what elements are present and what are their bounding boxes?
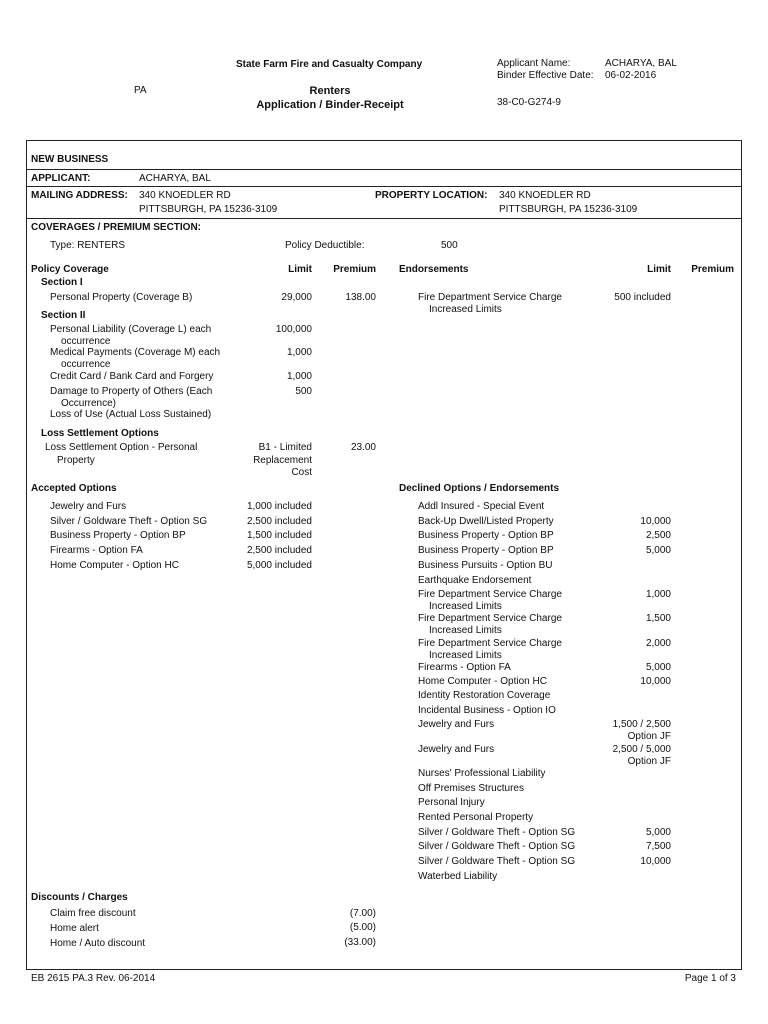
coverage-name: Loss of Use (Actual Loss Sustained) [50,409,212,420]
declined-option-name-cont: Increased Limits [429,601,502,612]
declined-option-name-cont: Increased Limits [429,650,502,661]
declined-option-name: Nurses' Professional Liability [418,768,546,779]
declined-option-limit: 2,000 [645,638,671,649]
applicant-value: ACHARYA, BAL [139,173,211,184]
col-limit: Limit [288,264,312,275]
declined-option-name: Incidental Business - Option IO [418,705,556,716]
deductible-label: Policy Deductible: [285,240,365,251]
col-premium: Premium [333,264,376,275]
accepted-option-limit: 2,500 included [246,545,312,556]
declined-option-limit: 1,000 [645,589,671,600]
accepted-option-name: Firearms - Option FA [50,545,143,556]
declined-option-limit: 5,000 [645,827,671,838]
coverage-premium: 138.00 [345,292,376,303]
section-1-heading: Section I [41,277,83,288]
coverage-name: Personal Liability (Coverage L) each [50,324,212,335]
discount-amount: (7.00) [349,908,376,919]
declined-option-name: Rented Personal Property [418,812,534,823]
endorsement-name: Fire Department Service Charge [418,292,562,303]
col-policy-coverage: Policy Coverage [31,264,109,275]
coverage-name: Personal Property (Coverage B) [50,292,193,303]
declined-option-limit-cont: Option JF [627,756,671,767]
coverage-name-cont: Occurrence) [61,398,117,409]
form-id: EB 2615 PA.3 Rev. 06-2014 [31,973,156,984]
state-code: PA [134,85,147,96]
policy-number: 38-C0-G274-9 [497,97,561,108]
discount-amount: (5.00) [349,922,376,933]
loss-settlement-premium: 23.00 [350,442,376,453]
discount-name: Claim free discount [50,908,136,919]
coverage-limit: 100,000 [275,324,312,335]
mailing-address-line2: PITTSBURGH, PA 15236-3109 [139,204,278,215]
accepted-option-name: Home Computer - Option HC [50,560,179,571]
accepted-option-name: Jewelry and Furs [50,501,127,512]
business-type: NEW BUSINESS [31,154,109,165]
endorsement-limit: 500 included [614,292,671,303]
coverage-limit: 1,000 [286,371,312,382]
declined-option-limit: 10,000 [640,676,671,687]
declined-option-limit: 5,000 [645,545,671,556]
declined-option-limit: 2,500 / 5,000 [612,744,671,755]
declined-option-limit: 5,000 [645,662,671,673]
declined-options-heading: Declined Options / Endorsements [399,483,560,494]
divider [26,186,742,187]
declined-option-name: Business Pursuits - Option BU [418,560,553,571]
declined-option-name: Fire Department Service Charge [418,638,562,649]
coverage-name-cont: occurrence [61,359,111,370]
accepted-option-limit: 5,000 included [246,560,312,571]
accepted-option-name: Silver / Goldware Theft - Option SG [50,516,208,527]
declined-option-name: Jewelry and Furs [418,719,495,730]
coverage-name-cont: occurrence [61,336,111,347]
declined-option-limit-cont: Option JF [627,731,671,742]
loss-settlement-name: Loss Settlement Option - Personal [45,442,198,453]
discount-amount: (33.00) [344,937,376,948]
applicant-name-label: Applicant Name: [497,58,571,69]
endorsement-name-cont: Increased Limits [429,304,502,315]
declined-option-limit: 7,500 [645,841,671,852]
declined-option-limit: 10,000 [640,516,671,527]
policy-type: Type: RENTERS [50,240,126,251]
accepted-option-limit: 2,500 included [246,516,312,527]
declined-option-name: Personal Injury [418,797,485,808]
discounts-heading: Discounts / Charges [31,892,128,903]
coverage-limit: 1,000 [286,347,312,358]
section-2-heading: Section II [41,310,86,321]
col-endorsement-limit: Limit [647,264,671,275]
mailing-address-label: MAILING ADDRESS: [31,190,128,201]
declined-option-name: Firearms - Option FA [418,662,511,673]
discount-name: Home / Auto discount [50,938,146,949]
declined-option-name: Fire Department Service Charge [418,589,562,600]
page-number: Page 1 of 3 [684,973,736,984]
declined-option-limit: 1,500 / 2,500 [612,719,671,730]
divider [26,169,742,170]
company-name: State Farm Fire and Casualty Company [236,59,423,70]
col-endorsement-premium: Premium [691,264,734,275]
loss-settlement-heading: Loss Settlement Options [41,428,159,439]
coverage-limit: 29,000 [281,292,312,303]
declined-option-limit: 10,000 [640,856,671,867]
declined-option-name: Silver / Goldware Theft - Option SG [418,841,576,852]
declined-option-name: Off Premises Structures [418,783,524,794]
declined-option-name: Business Property - Option BP [418,545,554,556]
coverages-heading: COVERAGES / PREMIUM SECTION: [31,222,202,233]
declined-option-name: Addl Insured - Special Event [418,501,545,512]
property-location-label: PROPERTY LOCATION: [375,190,488,201]
col-endorsements: Endorsements [399,264,469,275]
loss-settlement-name-cont: Property [57,455,95,466]
declined-option-name: Business Property - Option BP [418,530,554,541]
declined-option-limit: 1,500 [645,613,671,624]
declined-option-name: Jewelry and Furs [418,744,495,755]
binder-date-value: 06-02-2016 [605,70,657,81]
mailing-address-line1: 340 KNOEDLER RD [139,190,231,201]
coverage-limit: 500 [295,386,312,397]
declined-option-limit: 2,500 [645,530,671,541]
declined-option-name: Waterbed Liability [418,871,498,882]
property-location-line2: PITTSBURGH, PA 15236-3109 [499,204,638,215]
divider [26,218,742,219]
accepted-option-name: Business Property - Option BP [50,530,186,541]
loss-settlement-limit-cont: Replacement [253,455,312,466]
deductible-value: 500 [441,240,458,251]
form-title-application: Application / Binder-Receipt [256,99,404,111]
declined-option-name-cont: Increased Limits [429,625,502,636]
loss-settlement-limit-cont: Cost [291,467,312,478]
accepted-options-heading: Accepted Options [31,483,117,494]
accepted-option-limit: 1,000 included [246,501,312,512]
applicant-label: APPLICANT: [31,173,91,184]
coverage-name: Medical Payments (Coverage M) each [50,347,221,358]
property-location-line1: 340 KNOEDLER RD [499,190,591,201]
declined-option-name: Fire Department Service Charge [418,613,562,624]
coverage-name: Credit Card / Bank Card and Forgery [50,371,214,382]
declined-option-name: Silver / Goldware Theft - Option SG [418,856,576,867]
coverage-name: Damage to Property of Others (Each [50,386,213,397]
declined-option-name: Earthquake Endorsement [418,575,532,586]
accepted-option-limit: 1,500 included [246,530,312,541]
declined-option-name: Home Computer - Option HC [418,676,547,687]
form-title-renters: Renters [309,85,351,97]
declined-option-name: Back-Up Dwell/Listed Property [418,516,554,527]
discount-name: Home alert [50,923,99,934]
applicant-name-value: ACHARYA, BAL [605,58,677,69]
binder-date-label: Binder Effective Date: [497,70,594,81]
declined-option-name: Silver / Goldware Theft - Option SG [418,827,576,838]
declined-option-name: Identity Restoration Coverage [418,690,551,701]
loss-settlement-limit: B1 - Limited [258,442,312,453]
